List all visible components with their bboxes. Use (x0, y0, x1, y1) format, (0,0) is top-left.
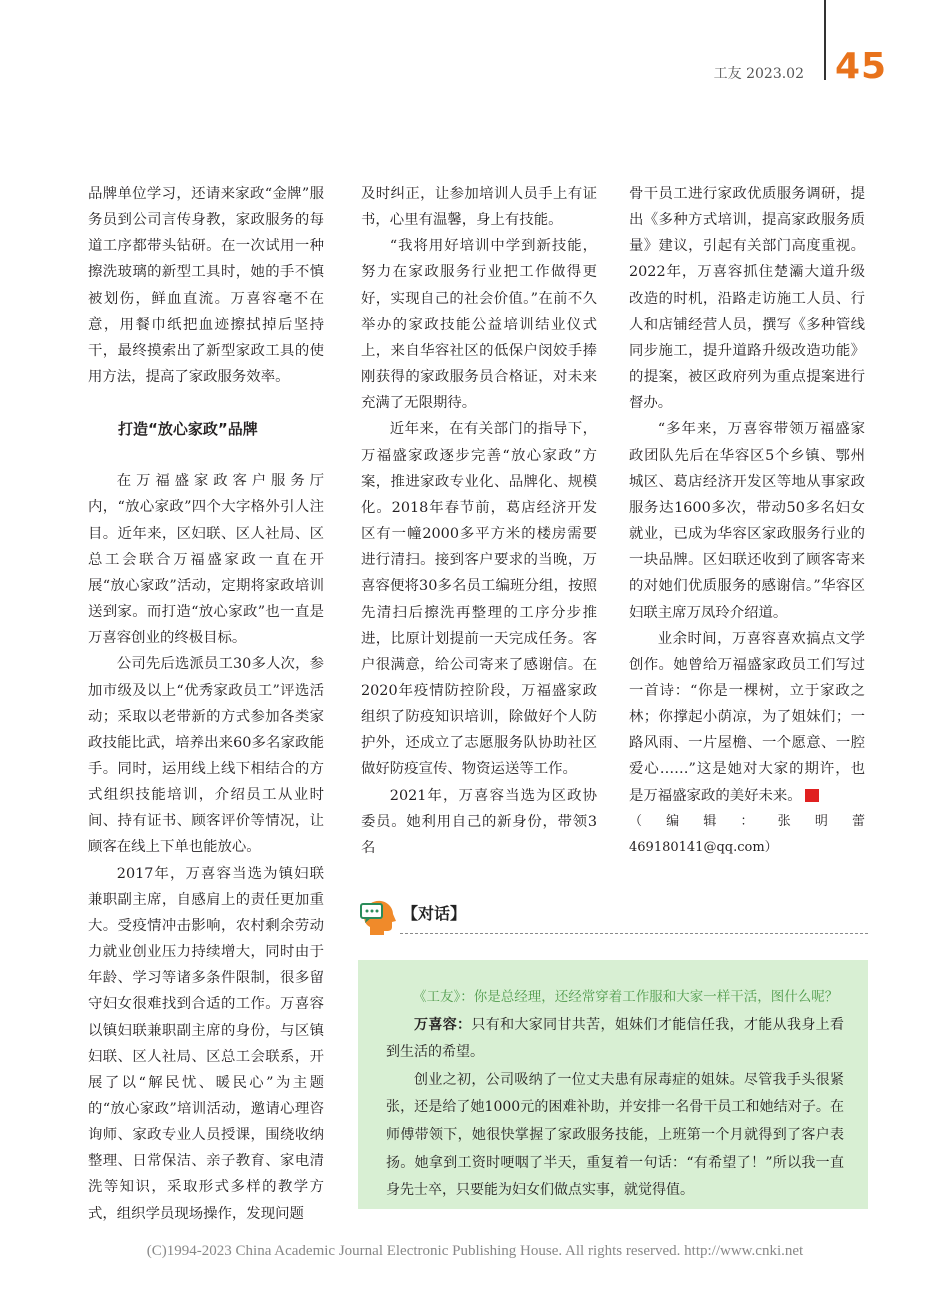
section-heading: 打造“放心家政”品牌 (118, 420, 258, 439)
magazine-name: 工友 (713, 66, 742, 82)
interview-question: 《工友》：你是总经理，还经常穿着工作服和大家一样干活，图什么呢？ (413, 989, 839, 1005)
paragraph: 公司先后选派员工30多人次，参加市级及以上“优秀家政员工”评选活动；采取以老带新的方式参加各类家政技能比武，培养出来60多名家政能手。同时，运用线上线下相结合的方式组织技能培训，介绍员工从业时间、持有证书、顾客评价等情况，让顾客在线上下单也能放心。 (88, 656, 324, 856)
dashed-divider (400, 933, 868, 934)
paragraph (629, 626, 865, 809)
paragraph: 2017年，万喜容当选为镇妇联兼职副主席，自感肩上的责任更加重大。受疫情冲击影响，农村剩余劳动力就业创业压力持续增大，同时由于年龄、学习等诸多条件限制，很多留守妇女很难找到合适的工作。万喜容以镇妇联兼职副主席的身份，与区镇妇联、区人社局、区总工会联系，开展了以“解民忧、暖民心”为主题的“放心家政”培训活动，邀请心理咨询师、家政专业人员授课，围绕收纳整理、日常保洁、亲子教育、家电清洗等知识，采取形式多样的教学方式，组织学员现场操作，发现问题 (88, 865, 324, 1222)
header-divider (824, 0, 826, 80)
article-column-3 (629, 181, 865, 861)
page-number: 45 (835, 46, 888, 87)
paragraph: 近年来，在有关部门的指导下，万福盛家政逐步完善“放心家政”方案，推进家政专业化、品牌化、规模化。2018年春节前，葛店经济开发区有一幢2000多平方米的楼房需要进行清扫。接到客户要求的当晚，万喜容便将30多名员工编班分组，按照先清扫后擦洗再整理的工序分步推进，比原计划提前一天完成任务。客户很满意，给公司寄来了感谢信。在2020年疫情防控阶段，万福盛家政组织了防疫知识培训，除做好个人防护外，还成立了志愿服务队协助社区做好防疫宣传、物资运送等工作。 (361, 421, 597, 778)
article-column-2 (361, 181, 597, 861)
paragraph-text: 业余时间，万喜容喜欢搞点文学创作。她曾给万福盛家政员工们写过一首诗：“你是一棵树，立于家政之林；你撑起小荫凉，为了姐妹们；一路风雨、一片屋檐、一个愿意、一腔爱心……”这是她对大家的期许，也是万福盛家政的美好未来。 (629, 630, 865, 804)
copyright-footer: (C)1994-2023 China Academic Journal Electronic Publishing House. All rights reserved. http://www.cnki.net (146, 1243, 804, 1259)
paragraph: “多年来，万喜容带领万福盛家政团队先后在华容区5个乡镇、鄂州城区、葛店经济开发区等地从事家政服务达1600多次，带动50多名妇女就业，已成为华容区家政服务行业的一块品牌。区妇联还收到了顾客寄来的对她们优质服务的感谢信。”华容区妇联主席万凤玲介绍道。 (629, 421, 865, 621)
interview-answer (386, 1012, 844, 1067)
speaker-name: 万喜容： (414, 1016, 472, 1033)
paragraph: 2021年，万喜容当选为区政协委员。她利用自己的新身份，带领3名 (361, 787, 597, 856)
paragraph: “我将用好培训中学到新技能，努力在家政服务行业把工作做得更好，实现自己的社会价值。”在前不久举办的家政技能公益培训结业仪式上，来自华容社区的低保户闵姣手捧刚获得的家政服务员合格证，对未来充满了无限期待。 (361, 238, 597, 412)
answer-text: 只有和大家同甘共苦，姐妹们才能信任我，才能从我身上看到生活的希望。 (386, 1016, 845, 1061)
article-end-mark-icon: Z (805, 789, 819, 802)
article-column-1 (88, 181, 324, 1227)
paragraph: 在万福盛家政客户服务厅内，“放心家政”四个大字格外引人注目。近年来，区妇联、区人社局、区总工会联合万福盛家政一直在开展“放心家政”活动，定期将家政培训送到家。而打造“放心家政”也一直是万喜容创业的终极目标。 (88, 473, 324, 647)
dialog-box (358, 960, 868, 1209)
dialog-title: 【对话】 (402, 904, 467, 923)
paragraph: 骨干员工进行家政优质服务调研，提出《多种方式培训，提高家政服务质量》建议，引起有关部门高度重视。2022年，万喜容抓住楚灞大道升级改造的时机，沿路走访施工人员、行人和店铺经营人员，撰写《多种管线同步施工，提升道路升级改造功能》的提案，被区政府列为重点提案进行督办。 (629, 186, 865, 412)
dialog-section-header (358, 893, 868, 935)
speaking-head-icon (360, 897, 400, 937)
paragraph: 及时纠正，让参加培训人员手上有证书，心里有温馨，身上有技能。 (361, 186, 597, 229)
running-header (714, 63, 804, 83)
paragraph: 品牌单位学习，还请来家政“金牌”服务员到公司言传身教，家政服务的每道工序都带头钻研。在一次试用一种擦洗玻璃的新型工具时，她的手不慎被划伤，鲜血直流。万喜容毫不在意，用餐巾纸把血迹擦拭掉后坚持干，最终摸索出了新型家政工具的使用方法，提高了家政服务效率。 (88, 186, 324, 386)
editor-credit: （编辑：张明蕾 469180141@qq.com） (629, 813, 865, 855)
interview-answer: 创业之初，公司吸纳了一位丈夫患有尿毒症的姐妹。尽管我手头很紧张，还是给了她1000元的困难补助，并安排一名骨干员工和她结对子。在师傅带领下，她很快掌握了家政服务技能，上班第一个月就得到了客户表扬。她拿到工资时哽咽了半天，重复着一句话：“有希望了！”所以我一直身先士卒，只要能为妇女们做点实事，就觉得值。 (386, 1071, 844, 1199)
issue-date: 2023.02 (746, 66, 804, 82)
